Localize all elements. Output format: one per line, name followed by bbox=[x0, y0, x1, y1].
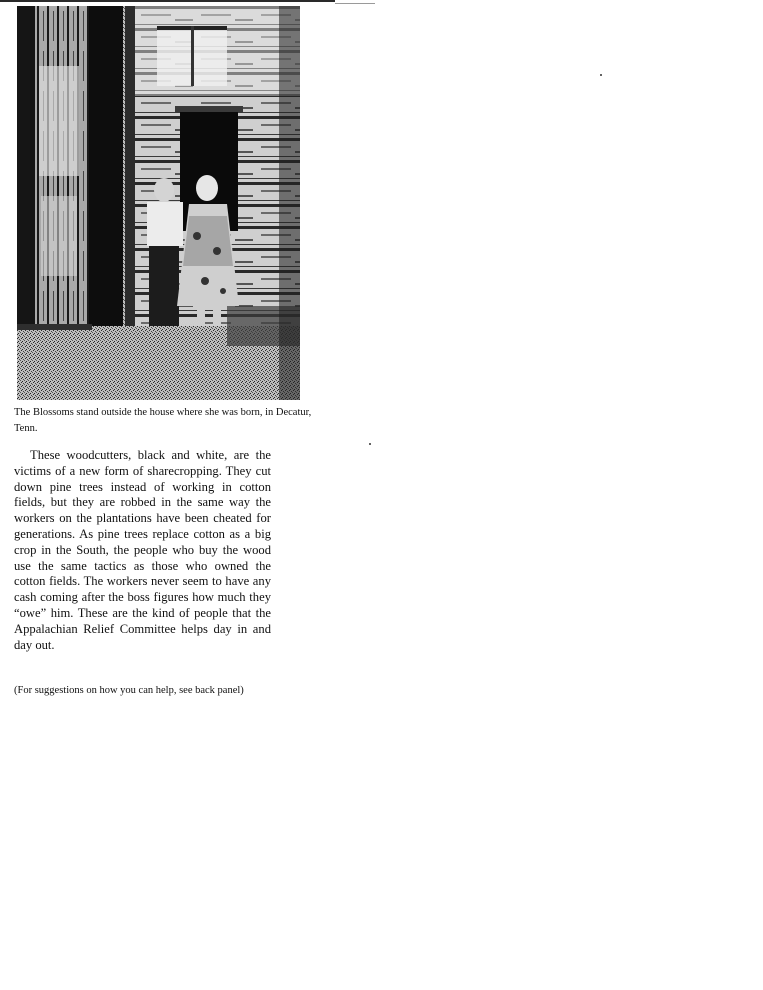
top-rule-fade bbox=[335, 3, 375, 4]
top-rule bbox=[0, 0, 335, 2]
photo-icon bbox=[17, 6, 300, 400]
scan-speck bbox=[600, 74, 602, 76]
house-photo bbox=[17, 6, 300, 400]
scan-speck bbox=[369, 443, 371, 445]
help-footnote: (For suggestions on how you can help, see back panel) bbox=[14, 685, 244, 696]
photo-caption: The Blossoms stand outside the house where she was born, in Decatur, Tenn. bbox=[14, 407, 312, 434]
body-paragraph: These woodcutters, black and white, are the victims of a new form of sharecropping. They cut down pine trees instead of working in cotton fields, but they are robbed in the same way the workers on the plantations have been cheated for generations. As pine trees replace cotton as a big crop in the South, the people who buy the wood use the same tactics as those who owned the cotton fields. The workers never seem to have any cash coming after the boss figures how much they “owe” him. These are the kind of people that the Appalachian Relief Committee helps day in and day out. bbox=[14, 448, 271, 652]
